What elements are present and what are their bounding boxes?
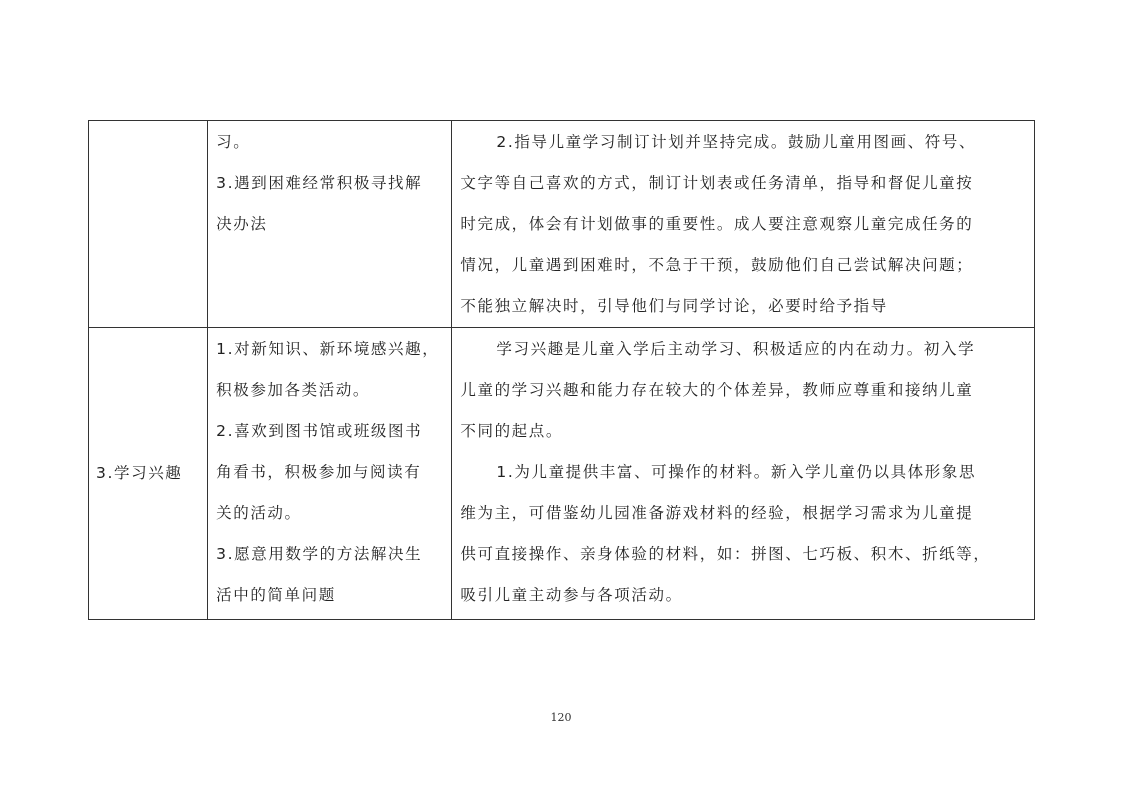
goal-line: 角看书，积极参加与阅读有 [216,463,422,481]
goal-line: 积极参加各类活动。 [216,381,371,399]
guidance-cell [452,328,1035,620]
guidance-line: 2.指导儿童学习制订计划并坚持完成。鼓励儿童用图画、符号、 [496,133,977,151]
guidance-line: 供可直接操作、亲身体验的材料，如：拼图、七巧板、积木、折纸等， [460,545,991,563]
guidance-line: 不同的起点。 [460,422,563,440]
guidance-line: 不能独立解决时，引导他们与同学讨论，必要时给予指导 [460,297,888,315]
goal-line: 活中的简单问题 [216,586,336,604]
goal-line: 关的活动。 [216,504,302,522]
guidance-line: 情况，儿童遇到困难时，不急于干预，鼓励他们自己尝试解决问题； [460,256,974,274]
guidance-line: 维为主，可借鉴幼儿园准备游戏材料的经验，根据学习需求为儿童提 [460,504,974,522]
guidance-line: 吸引儿童主动参与各项活动。 [460,586,683,604]
category-cell [89,328,208,620]
table-row [89,121,1035,328]
guidance-line: 时完成，体会有计划做事的重要性。成人要注意观察儿童完成任务的 [460,215,974,233]
category-label: 3.学习兴趣 [96,464,183,482]
goal-line: 习。 [216,133,251,151]
guidance-line: 学习兴趣是儿童入学后主动学习、积极适应的内在动力。初入学 [496,340,976,358]
goal-line: 3.愿意用数学的方法解决生 [216,545,423,563]
goal-line: 2.喜欢到图书馆或班级图书 [216,422,423,440]
table-row [89,328,1035,620]
goals-cell [208,121,452,328]
goal-line: 1.对新知识、新环境感兴趣， [216,340,440,358]
content-table [88,120,1035,620]
goal-line: 3.遇到困难经常积极寻找解 [216,174,423,192]
guidance-line: 1.为儿童提供丰富、可操作的材料。新入学儿童仍以具体形象思 [496,463,977,481]
guidance-cell [452,121,1035,328]
page-number: 120 [550,711,572,724]
goals-cell [208,328,452,620]
category-cell [89,121,208,328]
guidance-line: 儿童的学习兴趣和能力存在较大的个体差异，教师应尊重和接纳儿童 [460,381,974,399]
goal-line: 决办法 [216,215,268,233]
guidance-line: 文字等自己喜欢的方式，制订计划表或任务清单，指导和督促儿童按 [460,174,974,192]
